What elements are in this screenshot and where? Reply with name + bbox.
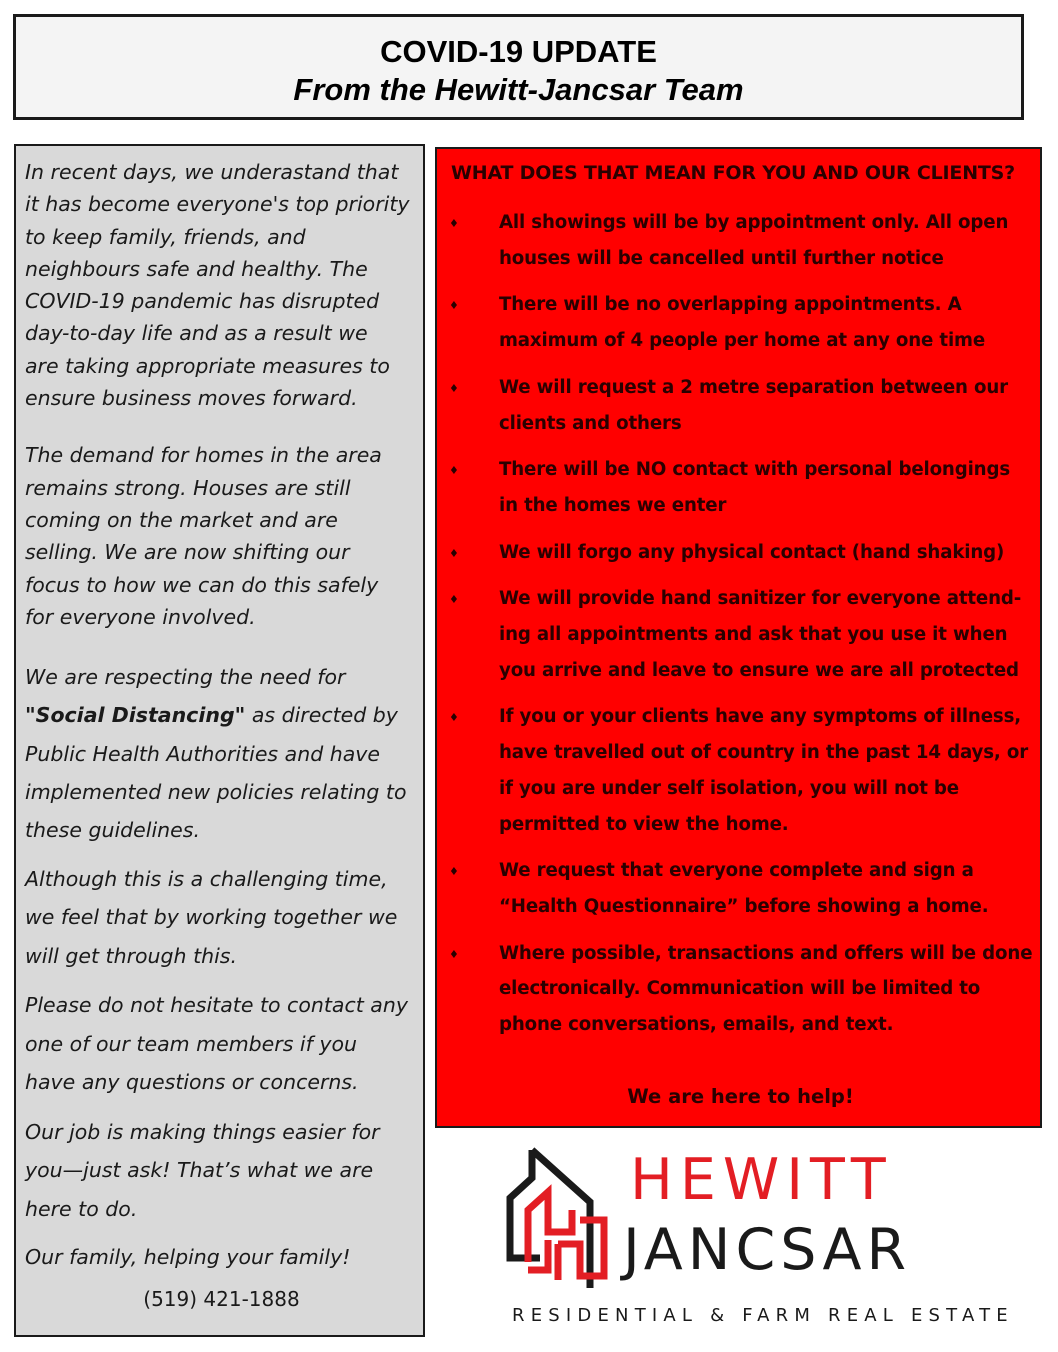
policy-text: We request that everyone complete and sign a “Health Questionnaire” before showing a home. xyxy=(499,860,989,917)
company-logo xyxy=(500,1140,1014,1340)
demand-paragraph: The demand for homes in the area remains strong. Houses are still coming on the market and are selling. We are now shifting our focus to how we can do this safely for everyone involved. xyxy=(25,443,382,629)
challenging-time-paragraph: Although this is a challenging time, we feel that by working together we will get through this. xyxy=(25,866,398,968)
phone-number: (519) 421-1888 xyxy=(143,1286,300,1311)
policy-text: We will forgo any physical contact (hand shaking) xyxy=(499,541,1005,563)
alert-heading: WHAT DOES THAT MEAN FOR YOU AND OUR CLIENTS? xyxy=(451,162,1015,184)
diamond-bullet-icon: ♦ xyxy=(449,711,459,725)
diamond-bullet-icon: ♦ xyxy=(449,464,459,478)
contact-paragraph: Please do not hesitate to contact any one of our team members if you have any questions or concerns. xyxy=(25,993,408,1095)
distancing-text-before: We are respecting the need for xyxy=(25,665,346,690)
policy-item xyxy=(437,370,1037,441)
page-title: COVID-19 UPDATE xyxy=(380,34,657,69)
logo-word-hewitt: HEWITT xyxy=(630,1147,893,1213)
page-subtitle: From the Hewitt-Jancsar Team xyxy=(293,72,744,107)
policy-text: All showings will be by appointment only. All open houses will be cancelled until further notice xyxy=(499,212,1009,269)
policy-item xyxy=(437,452,1037,523)
policy-item xyxy=(437,853,1037,924)
diamond-bullet-icon: ♦ xyxy=(449,546,459,560)
policy-item xyxy=(437,699,1037,842)
help-closing: We are here to help! xyxy=(627,1085,854,1108)
policy-text: There will be no overlapping appointments. A maximum of 4 people per home at any one time xyxy=(499,294,986,352)
policy-text: Where possible, transactions and offers will be done electronically. Communication will be limited to phone conversations, emails, and text. xyxy=(499,942,1033,1036)
logo-tagline: RESIDENTIAL & FARM REAL ESTATE xyxy=(512,1305,1014,1326)
diamond-bullet-icon: ♦ xyxy=(449,947,459,961)
distancing-paragraph xyxy=(25,658,423,849)
family-slogan: Our family, helping your family! xyxy=(25,1245,351,1270)
our-job-paragraph: Our job is making things easier for you—just ask! That’s what we are here to do. xyxy=(25,1119,380,1221)
header-box xyxy=(13,14,1024,120)
policy-list xyxy=(437,205,1037,1054)
house-h-icon xyxy=(500,1140,625,1290)
policy-item xyxy=(437,535,1037,571)
policy-item xyxy=(437,205,1037,276)
policy-item xyxy=(437,936,1037,1043)
diamond-bullet-icon: ♦ xyxy=(449,865,459,879)
diamond-bullet-icon: ♦ xyxy=(449,593,459,607)
distancing-text-after: as directed by Public Health Authorities and have implemented new policies relating to these guidelines. xyxy=(25,703,407,843)
policy-text: There will be NO contact with personal belongings in the homes we enter xyxy=(499,459,1011,516)
alert-panel xyxy=(435,147,1042,1128)
policy-text: We will request a 2 metre separation between our clients and others xyxy=(499,376,1008,434)
policy-item xyxy=(437,581,1037,688)
left-panel xyxy=(14,144,425,1337)
diamond-bullet-icon: ♦ xyxy=(449,299,459,313)
diamond-bullet-icon: ♦ xyxy=(449,381,459,395)
policy-text: We will provide hand sanitizer for everyone attend- ing all appointments and ask that you use it when you arrive and leave to ensure we are all protected xyxy=(499,588,1022,681)
logo-word-jancsar: JANCSAR xyxy=(623,1217,912,1283)
diamond-bullet-icon: ♦ xyxy=(449,217,459,230)
intro-paragraph: In recent days, we underastand that it has become everyone's top priority to keep family, friends, and neighbours safe and healthy. The COVID-19 pandemic has disrupted day-to-day life and as a result we are taking appropriate measures to ensure business moves forward. xyxy=(25,160,410,411)
policy-item xyxy=(437,287,1037,358)
social-distancing-emphasis: "Social Distancing" xyxy=(25,703,246,728)
policy-text: If you or your clients have any symptoms of illness, have travelled out of country in the past 14 days, or if you are under self isolation, you will not be permitted to view the home. xyxy=(499,706,1029,835)
